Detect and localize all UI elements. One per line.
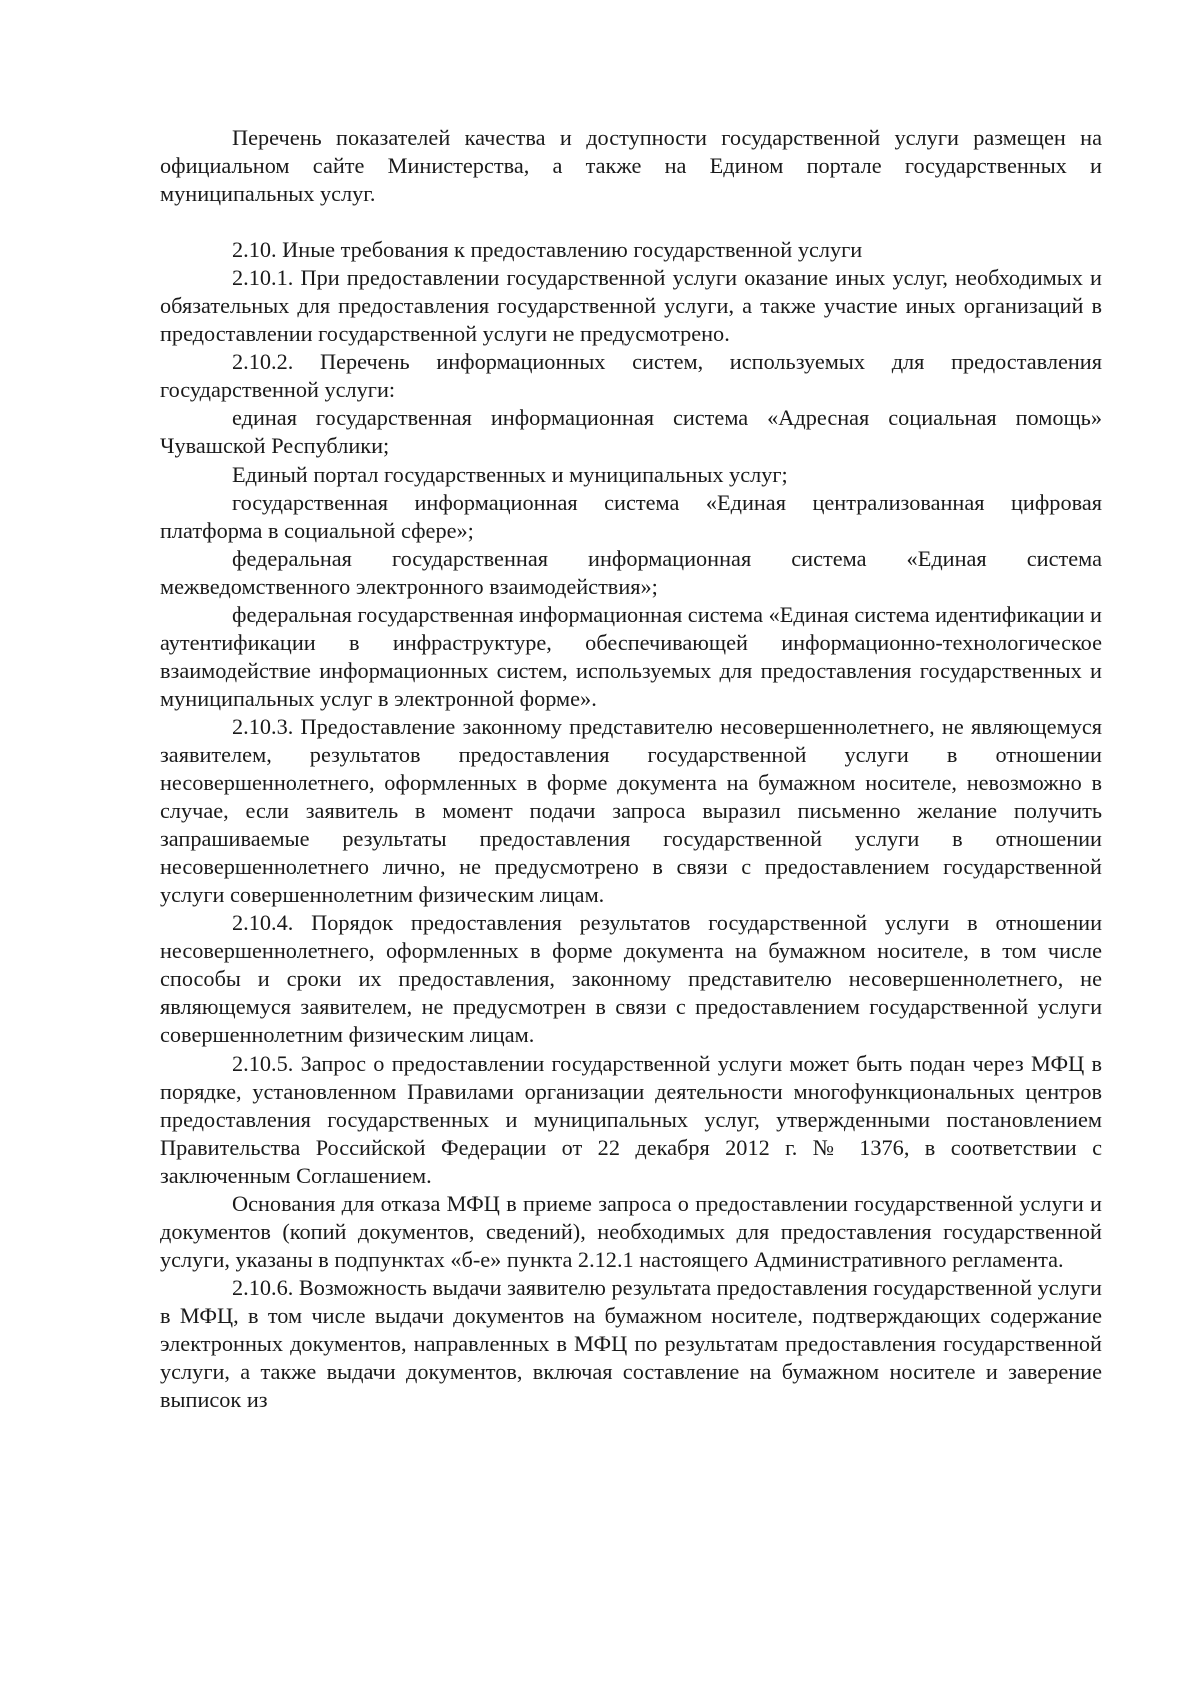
paragraph-2-10-1: 2.10.1. При предоставлении государственной услуги оказание иных услуг, необходимых и обязательных для предоставления государственной услуги, а также участие иных организаций в предоставлении государственной услуги не предусмотрено.: [160, 265, 1102, 347]
paragraph-2-10-2: 2.10.2. Перечень информационных систем, используемых для предоставления государственной услуги:: [160, 349, 1102, 403]
paragraph-mfc-refusal-grounds: Основания для отказа МФЦ в приеме запроса о предоставлении государственной услуги и документов (копий документов, сведений), необходимых для предоставления государственной услуги, указаны в подпунктах «б-е» пункта 2.12.1 настоящего Административного регламента.: [160, 1190, 1102, 1272]
list-item-unified-portal: Единый портал государственных и муниципальных услуг;: [232, 461, 788, 487]
list-item-digital-platform: государственная информационная система «Единая централизованная цифровая платформа в социальной сфере»;: [160, 489, 1102, 543]
section-heading-2-10: 2.10. Иные требования к предоставлению государственной услуги: [232, 237, 863, 263]
list-item-asp-system: единая государственная информационная система «Адресная социальная помощь» Чувашской Республики;: [160, 405, 1102, 459]
paragraph-2-10-6: 2.10.6. Возможность выдачи заявителю результата предоставления государственной услуги в МФЦ, в том числе выдачи документов на бумажном носителе, подтверждающих содержание электронных документов, направленных в МФЦ по результатам предоставления государственной услуги, а также выдачи документов, включая составление на бумажном носителе и заверение выписок из: [160, 1274, 1102, 1413]
document-page: [160, 124, 1102, 1414]
paragraph-2-10-4: 2.10.4. Порядок предоставления результатов государственной услуги в отношении несовершеннолетнего, оформленных в форме документа на бумажном носителе, в том числе способы и сроки их предоставления, законному представителю несовершеннолетнего, не являющемуся заявителем, не предусмотрен в связи с предоставлением государственной услуги совершеннолетним физическим лицам.: [160, 910, 1102, 1048]
paragraph-2-10-3: 2.10.3. Предоставление законному представителю несовершеннолетнего, не являющемуся заявителем, результатов предоставления государственной услуги в отношении несовершеннолетнего, оформленных в форме документа на бумажном носителе, невозможно в случае, если заявитель в момент подачи запроса выразил письменно желание получить запрашиваемые результаты предоставления государственной услуги в отношении несовершеннолетнего лично, не предусмотрено в связи с предоставлением государственной услуги совершеннолетним физическим лицам.: [160, 713, 1102, 908]
paragraph-quality-indicators: Перечень показателей качества и доступности государственной услуги размещен на официальном сайте Министерства, а также на Едином портале государственных и муниципальных услуг.: [160, 125, 1102, 207]
list-item-esia: федеральная государственная информационная система «Единая система идентификации и аутентификации в инфраструктуре, обеспечивающей информационно-технологическое взаимодействие информационных систем, используемых для предоставления государственных и муниципальных услуг в электронной форме».: [160, 601, 1102, 711]
list-item-smev: федеральная государственная информационная система «Единая система межведомственного электронного взаимодействия»;: [160, 545, 1102, 599]
paragraph-2-10-5: 2.10.5. Запрос о предоставлении государственной услуги может быть подан через МФЦ в порядке, установленном Правилами организации деятельности многофункциональных центров предоставления государственных и муниципальных услуг, утвержденными постановлением Правительства Российской Федерации от 22 декабря 2012 г. № 1376, в соответствии с заключенным Соглашением.: [160, 1050, 1102, 1188]
